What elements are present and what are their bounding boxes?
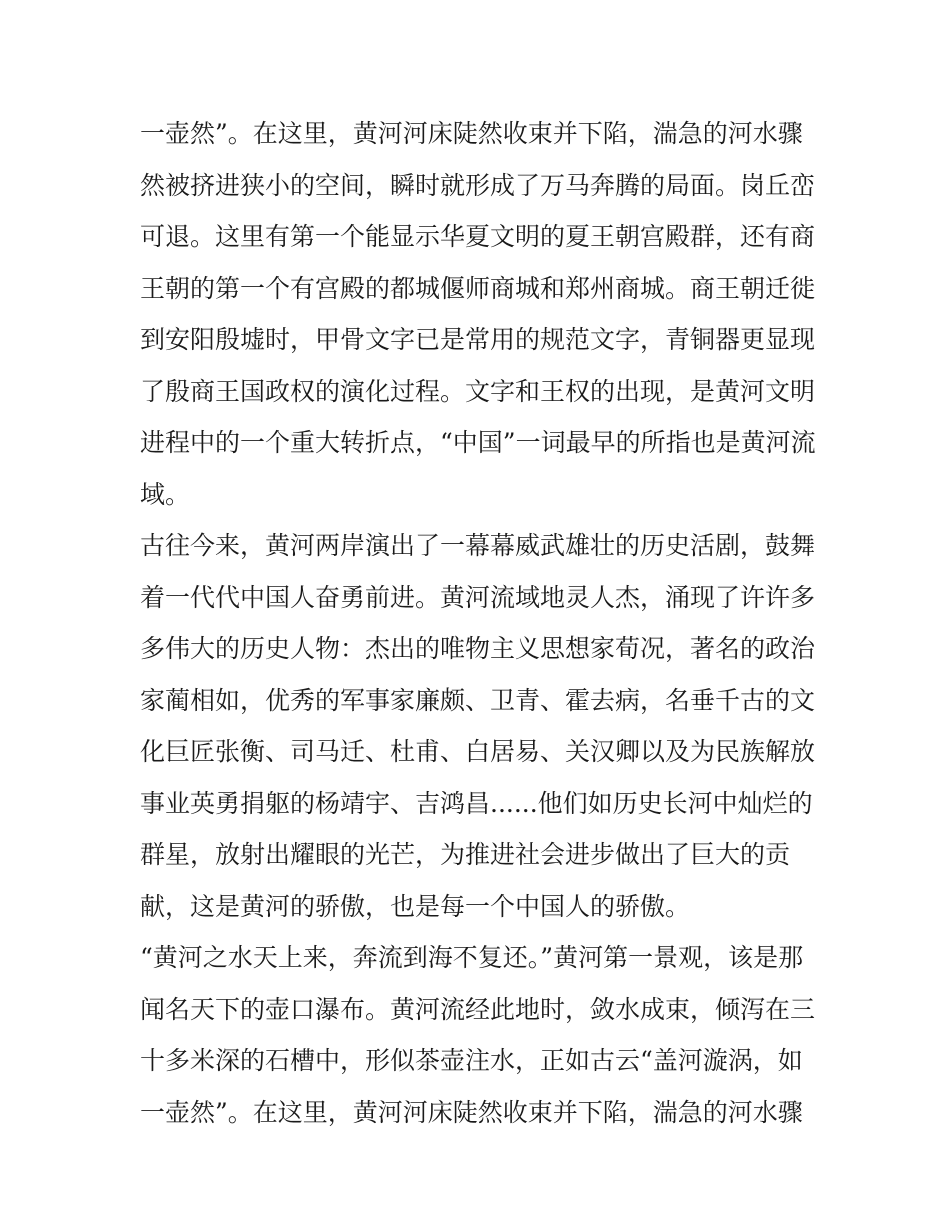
text-line: 着一代代中国人奋勇前进。黄河流域地灵人杰，涌现了许许多 (140, 582, 816, 612)
text-line: 可退。这里有第一个能显示华夏文明的夏王朝宫殿群，还有商 (140, 222, 816, 251)
text-line: “黄河之水天上来，奔流到海不复还。”黄河第一景观，该是那 (140, 943, 804, 972)
body-text (140, 108, 820, 1138)
text-line: 十多米深的石槽中，形似茶壶注水，正如古云“盖河漩涡，如 (140, 1046, 803, 1075)
text-line: 群星，放射出耀眼的光芒，为推进社会进步做出了巨大的贡 (140, 840, 791, 869)
text-line: 王朝的第一个有宫殿的都城偃师商城和郑州商城。商王朝迁徙 (140, 273, 816, 303)
text-line: 化巨匠张衡、司马迁、杜甫、白居易、关汉卿以及为民族解放 (140, 737, 816, 766)
text-line: 然被挤进狭小的空间，瞬时就形成了万马奔腾的局面。岗丘峦 (140, 170, 816, 200)
text-line: 献，这是黄河的骄傲，也是每一个中国人的骄傲。 (140, 891, 691, 921)
text-line: 闻名天下的壶口瀑布。黄河流经此地时，敛水成束，倾泻在三 (140, 994, 816, 1024)
text-line: 多伟大的历史人物：杰出的唯物主义思想家荀况，著名的政治 (140, 634, 816, 663)
text-line: 一壶然”。在这里，黄河河床陡然收束并下陷，湍急的河水骤 (140, 1097, 803, 1127)
text-line: 进程中的一个重大转折点，“中国”一词最早的所指也是黄河流 (140, 428, 816, 457)
text-line: 域。 (140, 479, 191, 509)
text-line: 一壶然”。在这里，黄河河床陡然收束并下陷，湍急的河水骤 (140, 119, 803, 148)
text-line: 事业英勇捐躯的杨靖宇、吉鸿昌......他们如历史长河中灿烂的 (140, 788, 813, 818)
text-line: 家蔺相如，优秀的军事家廉颇、卫青、霍去病，名垂千古的文 (140, 685, 816, 715)
text-line: 到安阳殷墟时，甲骨文字已是常用的规范文字，青铜器更显现 (140, 325, 816, 354)
text-line: 古往今来，黄河两岸演出了一幕幕威武雄壮的历史活剧，鼓舞 (140, 531, 816, 560)
text-line: 了殷商王国政权的演化过程。文字和王权的出现，是黄河文明 (140, 376, 816, 406)
